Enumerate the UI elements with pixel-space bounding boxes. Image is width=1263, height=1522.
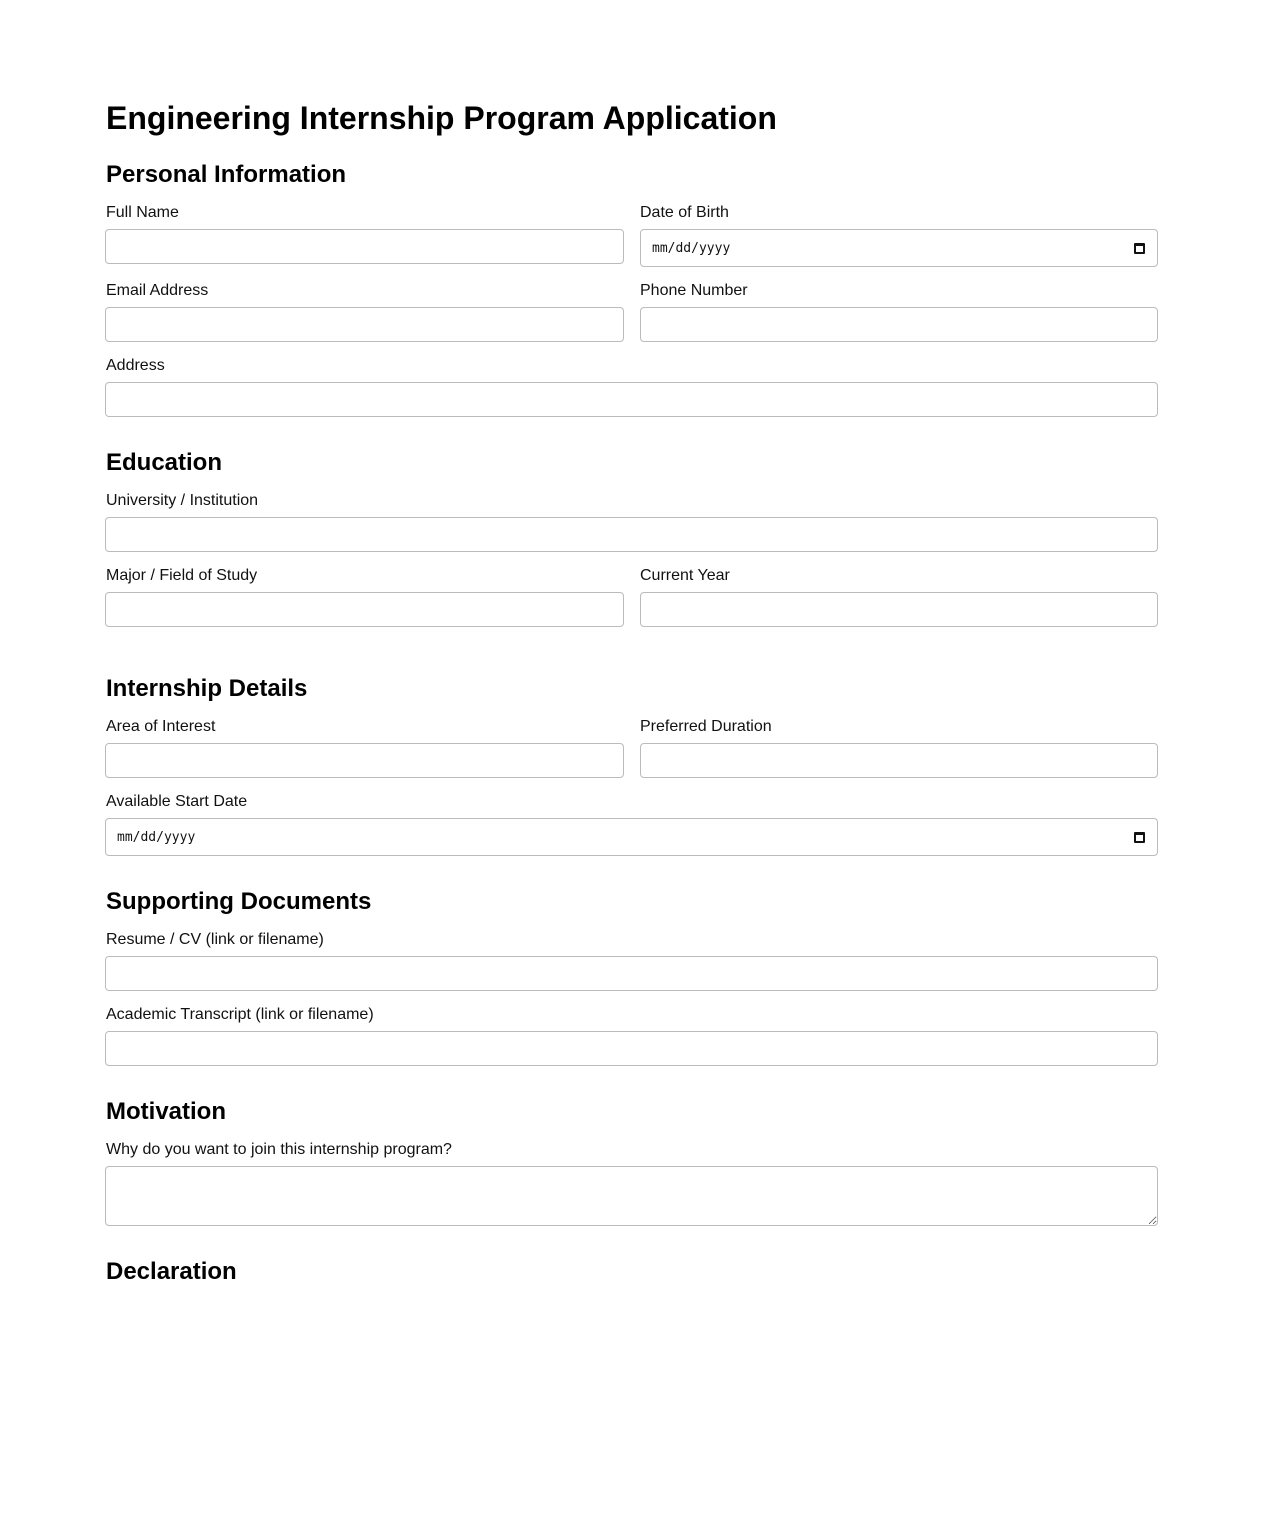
motivation-textarea[interactable] — [105, 1166, 1158, 1226]
calendar-icon[interactable] — [1134, 832, 1145, 843]
start-date-label: Available Start Date — [106, 793, 248, 810]
dob-placeholder: mm/dd/yyyy — [652, 240, 731, 256]
motivation-label: Why do you want to join this internship program? — [106, 1141, 452, 1158]
start-date-input[interactable] — [105, 818, 1158, 856]
transcript-input[interactable] — [105, 1031, 1158, 1066]
full-name-input[interactable] — [105, 229, 624, 264]
email-label: Email Address — [106, 282, 209, 299]
university-input[interactable] — [105, 517, 1158, 552]
preferred-duration-input[interactable] — [640, 743, 1158, 778]
page-title: Engineering Internship Program Application — [106, 100, 777, 136]
email-input[interactable] — [105, 307, 624, 342]
dob-label: Date of Birth — [640, 204, 729, 221]
section-heading-education: Education — [106, 449, 223, 476]
current-year-label: Current Year — [640, 567, 730, 584]
start-date-placeholder: mm/dd/yyyy — [117, 829, 196, 845]
section-heading-documents: Supporting Documents — [106, 888, 372, 915]
major-input[interactable] — [105, 592, 624, 627]
resume-label: Resume / CV (link or filename) — [106, 931, 324, 948]
phone-label: Phone Number — [640, 282, 748, 299]
address-input[interactable] — [105, 382, 1158, 417]
major-label: Major / Field of Study — [106, 567, 258, 584]
preferred-duration-label: Preferred Duration — [640, 718, 772, 735]
section-heading-declaration: Declaration — [106, 1258, 237, 1285]
area-of-interest-label: Area of Interest — [106, 718, 216, 735]
section-heading-motivation: Motivation — [106, 1098, 226, 1125]
dob-date-input[interactable] — [640, 229, 1158, 267]
calendar-icon[interactable] — [1134, 243, 1145, 254]
current-year-input[interactable] — [640, 592, 1158, 627]
transcript-label: Academic Transcript (link or filename) — [106, 1006, 374, 1023]
resume-input[interactable] — [105, 956, 1158, 991]
full-name-label: Full Name — [106, 204, 179, 221]
phone-input[interactable] — [640, 307, 1158, 342]
address-label: Address — [106, 357, 165, 374]
section-heading-internship: Internship Details — [106, 675, 308, 702]
area-of-interest-input[interactable] — [105, 743, 624, 778]
section-heading-personal: Personal Information — [106, 161, 347, 188]
university-label: University / Institution — [106, 492, 259, 509]
